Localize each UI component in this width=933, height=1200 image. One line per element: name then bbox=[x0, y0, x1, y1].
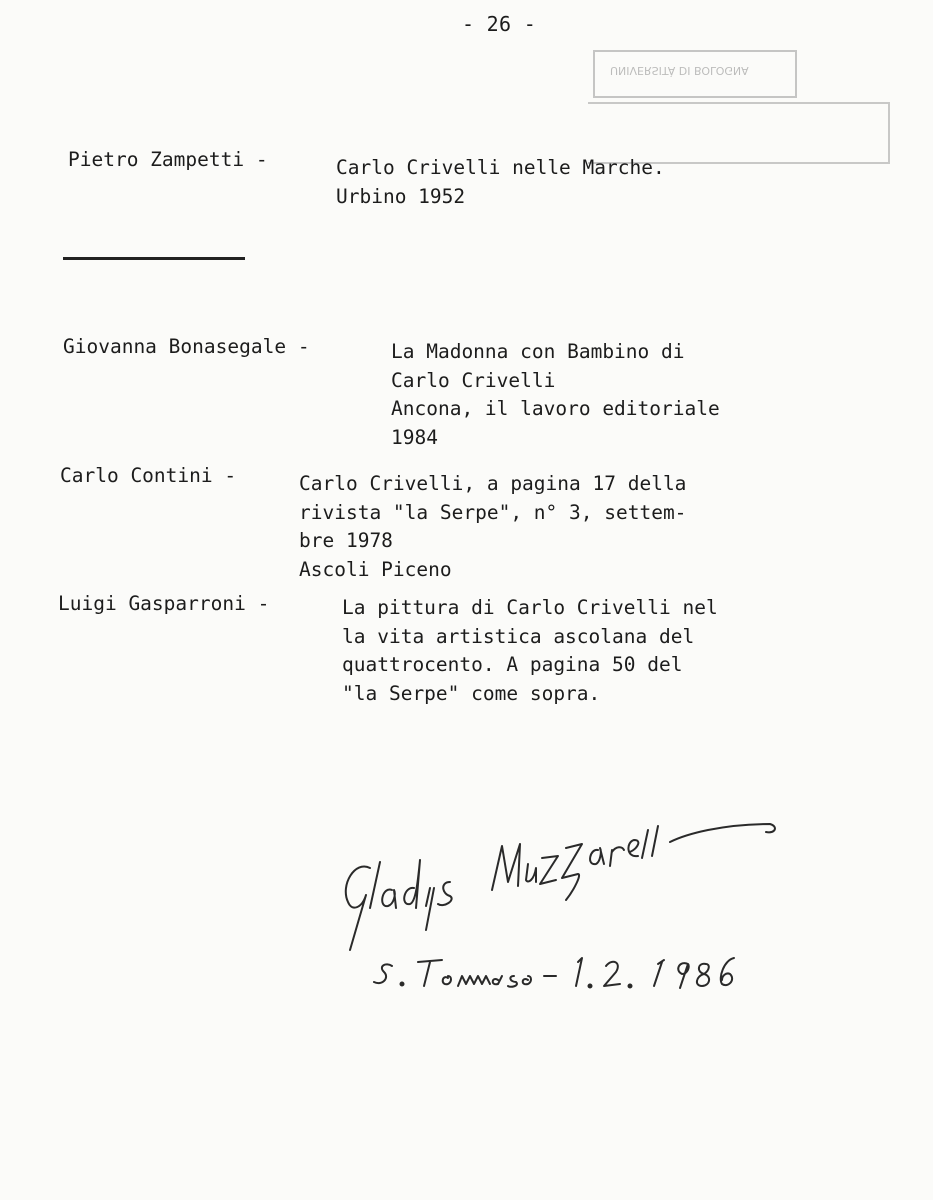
entry-work bbox=[336, 154, 665, 211]
entry-line: rivista "la Serpe", n° 3, settem- bbox=[299, 500, 687, 524]
entry-line: la vita artistica ascolana del bbox=[342, 624, 695, 648]
entry-line: 1984 bbox=[391, 425, 438, 449]
entry-author: Carlo Contini - bbox=[60, 464, 237, 487]
entry-work bbox=[299, 470, 686, 584]
entry-work bbox=[391, 338, 720, 452]
entry-line: Carlo Crivelli, a pagina 17 della bbox=[299, 472, 687, 495]
entry-line: "la Serpe" come sopra. bbox=[342, 681, 601, 705]
entry-line: Carlo Crivelli nelle Marche. bbox=[336, 156, 665, 179]
entry-line: Carlo Crivelli bbox=[391, 368, 556, 392]
page-number: - 26 - bbox=[462, 12, 537, 36]
entry-work bbox=[342, 594, 718, 708]
entry-line: La Madonna con Bambino di bbox=[391, 340, 685, 363]
entry-line: bre 1978 bbox=[299, 529, 393, 552]
library-stamp bbox=[588, 50, 888, 165]
handwritten-signature bbox=[330, 790, 790, 1000]
entry-author: Luigi Gasparroni - bbox=[58, 592, 270, 615]
entry-author: Pietro Zampetti - bbox=[68, 148, 268, 171]
entry-line: quattrocento. A pagina 50 del bbox=[342, 653, 683, 676]
separator-rule bbox=[63, 257, 245, 260]
entry-author: Giovanna Bonasegale - bbox=[63, 335, 310, 358]
entry-line: La pittura di Carlo Crivelli nel bbox=[342, 596, 718, 619]
entry-line: Ancona, il lavoro editoriale bbox=[391, 397, 720, 420]
stamp-text: UNIVERSITÀ DI BOLOGNA bbox=[610, 64, 749, 77]
entry-line: Urbino 1952 bbox=[336, 184, 466, 208]
entry-line: Ascoli Piceno bbox=[299, 557, 452, 581]
